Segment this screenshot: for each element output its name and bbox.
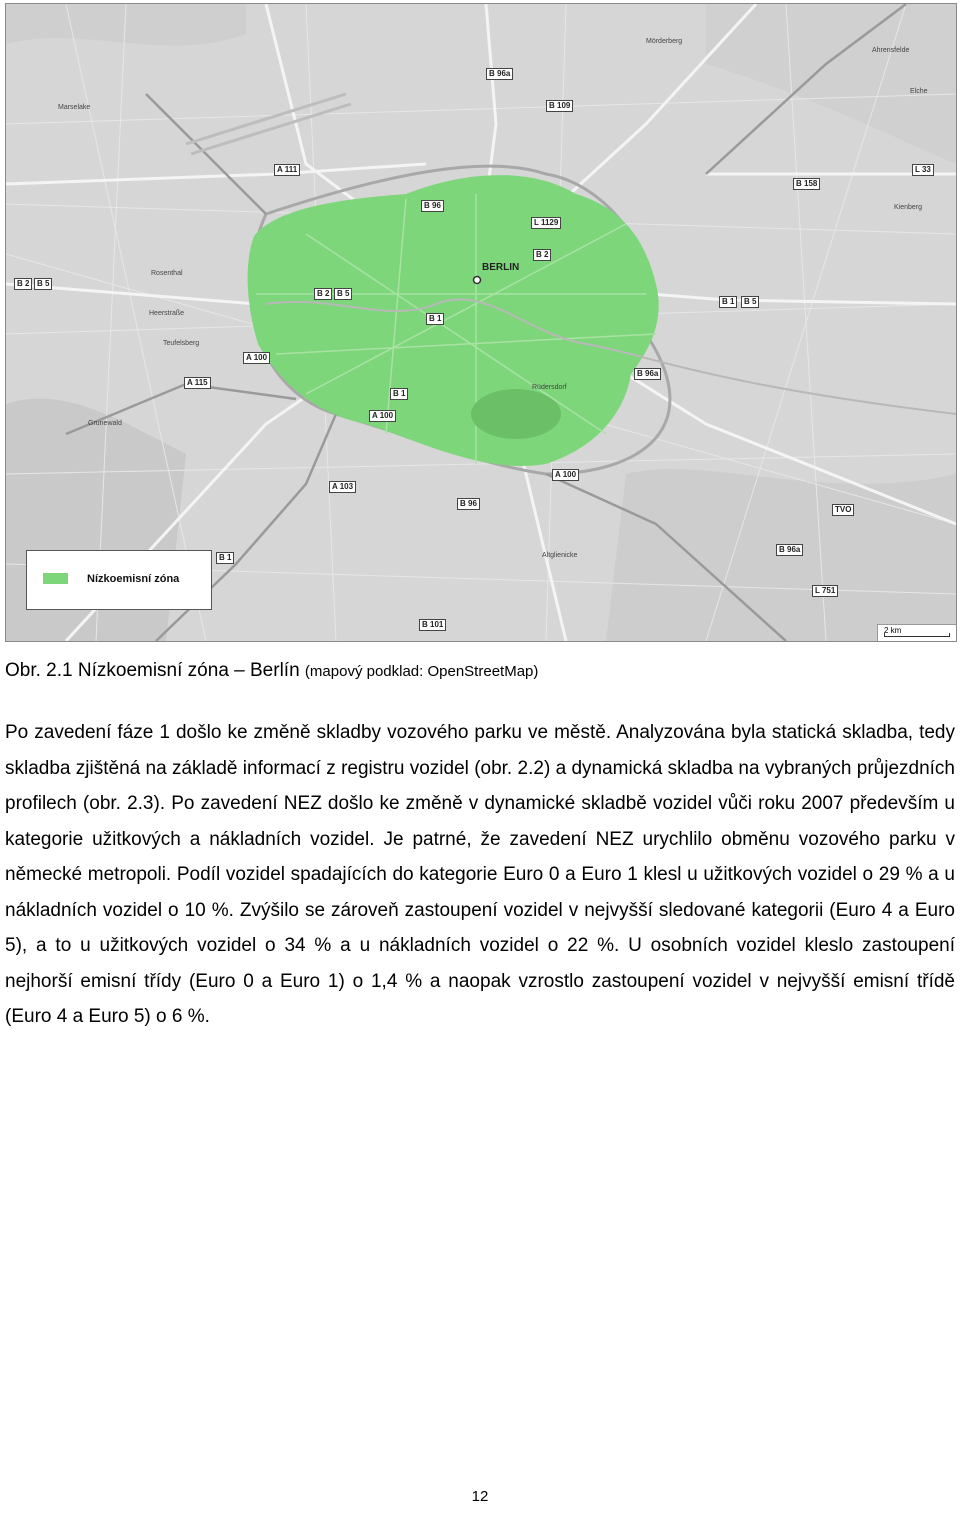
- scale-bar: [884, 633, 950, 637]
- road-label: B 1: [426, 313, 444, 325]
- road-label: A 115: [184, 377, 211, 389]
- place-label: Elche: [910, 88, 928, 95]
- road-label: B 96: [421, 200, 444, 212]
- road-label: L 1129: [531, 217, 561, 229]
- place-label: Marselake: [58, 104, 91, 111]
- road-label: B 101: [419, 619, 446, 631]
- road-label: B 2: [14, 278, 32, 290]
- road-label: B 96: [457, 498, 480, 510]
- road-label: A 100: [552, 469, 579, 481]
- city-label: BERLIN: [482, 262, 520, 273]
- place-label: Ahrensfelde: [872, 47, 910, 54]
- place-label: Teufelsberg: [163, 340, 200, 347]
- place-label: Altglienicke: [542, 552, 578, 559]
- place-label: Heerstraße: [149, 310, 185, 317]
- road-label: A 100: [243, 352, 270, 364]
- road-label: B 5: [334, 288, 352, 300]
- map-canvas: [6, 4, 956, 641]
- road-label: B 109: [546, 100, 573, 112]
- map-figure: [5, 3, 957, 642]
- road-label: B 2: [314, 288, 332, 300]
- road-label: TVO: [832, 504, 854, 516]
- figure-caption: [5, 660, 538, 682]
- place-label: Rüdersdorf: [532, 384, 567, 391]
- body-paragraph: Po zavedení fáze 1 došlo ke změně skladby vozového parku ve městě. Analyzována byla statická skladba, tedy skladba zjištěná na základě informací z registru vozidel (obr. 2.2) a dynamická skladba na vybraných průjezdních profilech (obr. 2.3). Po zavedení NEZ došlo ke změně v dynamické skladbě vozidel vůči roku 2007 především u kategorie užitkových a nákladních vozidel. Je patrné, že zavedení NEZ urychlilo obměnu vozového parku v německé metropoli. Podíl vozidel spadajících do kategorie Euro 0 a Euro 1 klesl u užitkových vozidel o 29 % a u nákladních vozidel o 10 %. Zvýšilo se zároveň zastoupení vozidel v nejvyšší sledované kategorii (Euro 4 a Euro 5), a to u užitkových vozidel o 34 % a u nákladních vozidel o 22 %. U osobních vozidel kleslo zastoupení nejhorší emisní třídy (Euro 0 a Euro 1) o 1,4 % a naopak vzrostlo zastoupení vozidel v nejvyšší emisní třídě (Euro 4 a Euro 5) o 6 %.: [5, 722, 955, 1027]
- road-label: A 111: [274, 164, 300, 176]
- legend-swatch: [43, 573, 68, 584]
- map-scale: [877, 624, 956, 641]
- scale-label: 2 km: [884, 626, 902, 635]
- road-label: B 158: [793, 178, 820, 190]
- place-label: Rosenthal: [151, 270, 183, 277]
- road-label: B 96a: [486, 68, 513, 80]
- road-label: B 1: [216, 552, 234, 564]
- road-label: B 96a: [634, 368, 661, 380]
- road-label: A 103: [329, 481, 356, 493]
- page-number: 12: [471, 1488, 489, 1505]
- caption-source: (mapový podklad: OpenStreetMap): [304, 663, 539, 680]
- road-label: L 33: [912, 164, 934, 176]
- place-label: Grunewald: [88, 420, 122, 427]
- road-label: L 751: [812, 585, 838, 597]
- legend-label: Nízkoemisní zóna: [87, 573, 180, 585]
- place-label: Kienberg: [894, 204, 923, 211]
- caption-main: Obr. 2.1 Nízkoemisní zóna – Berlín: [5, 660, 300, 681]
- road-label: B 5: [34, 278, 52, 290]
- road-label: B 1: [390, 388, 408, 400]
- road-label: B 2: [533, 249, 551, 261]
- road-label: B 1: [719, 296, 737, 308]
- map-legend: [26, 550, 212, 610]
- road-label: B 5: [741, 296, 759, 308]
- place-label: Mörderberg: [646, 38, 683, 45]
- road-label: A 100: [369, 410, 396, 422]
- road-label: B 96a: [776, 544, 803, 556]
